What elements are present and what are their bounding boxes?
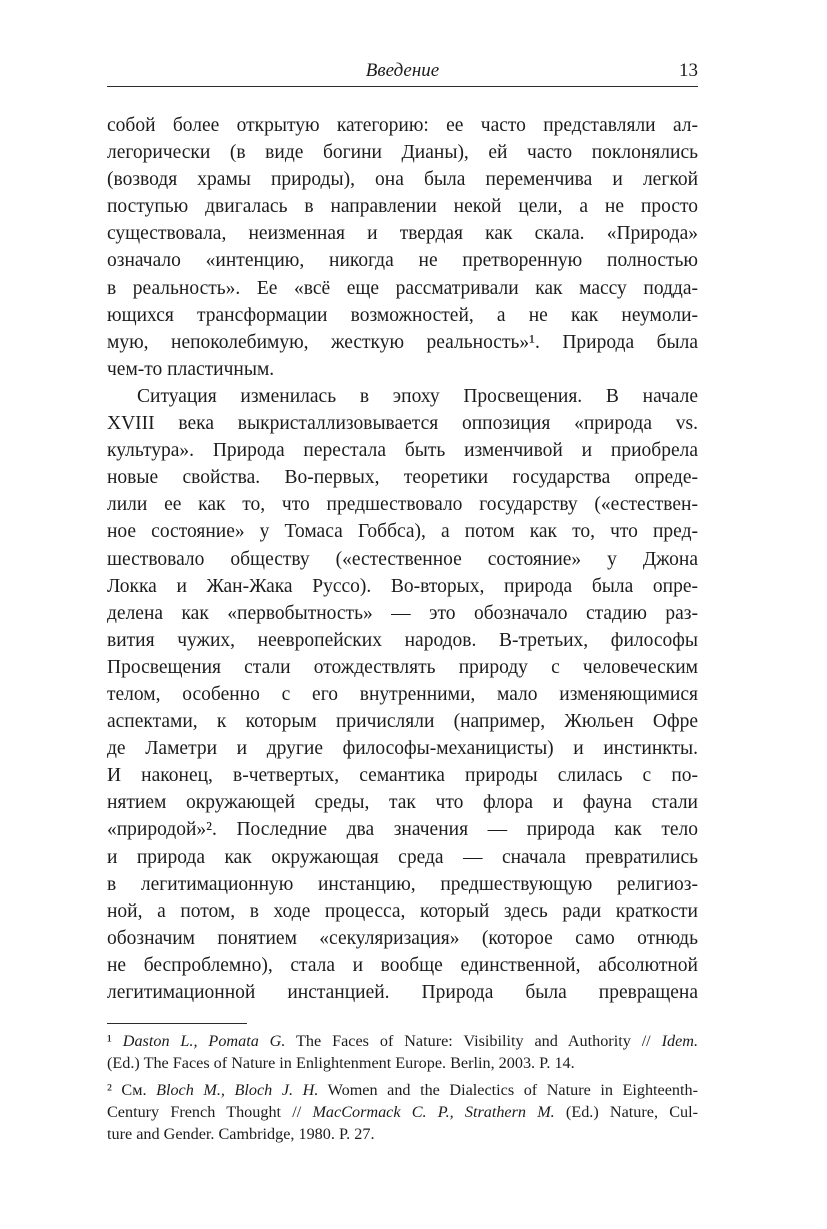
text-line: существовала, неизменная и твердая как скала. «Природа» [107,223,698,245]
text-line: ное состояние» у Томаса Гоббса), а потом как то, что пред- [107,521,698,543]
footnote [107,1079,698,1145]
text-line: аспектами, к которым причисляли (например, Жюльен Офре [107,711,698,733]
footnote-author-italic: Idem. [661,1032,698,1051]
footnote-line [107,1052,698,1074]
body-text [107,112,698,1006]
text-line: мую, непоколебимую, жесткую реальность»¹. Природа была [107,331,698,353]
text-line: легорически (в виде богини Дианы), ей часто поклонялись [107,142,698,164]
footnotes [107,1030,698,1145]
text-line: нятием окружающей среды, так что флора и фауна стали [107,792,698,814]
text-line: Просвещения стали отождествлять природу с человеческим [107,656,698,678]
text-line: «природой»². Последние два значения — природа как тело [107,819,698,841]
text-line: вития чужих, неевропейских народов. В-третьих, философы [107,629,698,651]
footnote-author-italic: MacCormack C. P., Strathern M. [312,1103,555,1122]
text-line: легитимационной инстанцией. Природа была превращена [107,982,698,1003]
footnote-author-italic: Daston L., Pomata G. [122,1032,286,1051]
text-line: Ситуация изменилась в эпоху Просвещения. В начале [137,385,698,407]
footnote-text: ² См. [107,1081,157,1100]
text-line: новые свойства. Во-первых, теоретики государства опреде- [107,467,698,489]
text-line: обозначим понятием «секуляризация» (которое само отнюдь [107,927,698,949]
header-rule [107,86,698,87]
page-title: Введение [365,60,440,81]
footnote-text: (Ed.) The Faces of Nature in Enlightenment Europe. Berlin, 2003. P. 14. [107,1054,575,1073]
text-line: И наконец, в-четвертых, семантика природы слилась с по- [107,765,698,787]
text-line: чем-то пластичным. [107,358,275,380]
page-number: 13 [679,60,698,81]
text-line: в реальность». Ее «всё еще рассматривали как массу подда- [107,277,698,299]
text-line: делена как «первобытность» — это обозначало стадию раз- [107,602,698,624]
text-line: де Ламетри и другие философы-механицисты) и инстинкты. [107,738,698,760]
footnote-text: Women and the Dialectics of Nature in Eighteenth- [318,1081,698,1100]
footnote-text: Century French Thought // [107,1103,313,1122]
text-line: телом, особенно с его внутренними, мало изменяющимися [107,683,698,705]
paragraph [107,383,698,1006]
text-line: поступью двигалась в направлении некой цели, а не просто [107,196,698,218]
footnote-text: ¹ [107,1032,123,1051]
text-line: Локка и Жан-Жака Руссо). Во-вторых, природа была опре- [107,575,698,597]
text-line: (возводя храмы природы), она была переменчива и легкой [107,169,698,191]
text-line: шествовало обществу («естественное состояние» у Джона [107,548,698,570]
footnote-text: (Ed.) Nature, Cul- [554,1103,698,1122]
footnote-line [107,1079,698,1101]
text-line: не беспроблемно), стала и вообще единственной, абсолютной [107,954,698,976]
running-head [107,58,698,84]
paragraph [107,112,698,383]
footnote-line [107,1030,698,1052]
text-line: в легитимационную инстанцию, предшествующую религиоз- [107,873,698,895]
text-line: ной, а потом, в ходе процесса, который здесь ради краткости [107,900,698,922]
footnote-text: The Faces of Nature: Visibility and Authority // [285,1032,662,1051]
text-line: культура». Природа перестала быть изменчивой и приобрела [107,440,698,462]
text-line: и природа как окружающая среда — сначала превратились [107,846,698,868]
text-line: ющихся трансформации возможностей, а не как неумоли- [107,304,698,326]
text-line: означало «интенцию, никогда не претворенную полностью [107,250,698,272]
text-line: XVIII века выкристаллизовывается оппозиция «природа vs. [107,413,698,435]
text-line: лили ее как то, что предшествовало государству («естествен- [107,494,698,516]
footnote-separator [107,1023,247,1024]
footnote-line [107,1123,698,1145]
footnote-author-italic: Bloch M., Bloch J. H. [156,1081,319,1100]
text-line: собой более открытую категорию: ее часто представляли ал- [107,115,698,136]
footnote-line [107,1101,698,1123]
footnote-text: ture and Gender. Cambridge, 1980. P. 27. [107,1125,375,1144]
footnote [107,1030,698,1074]
